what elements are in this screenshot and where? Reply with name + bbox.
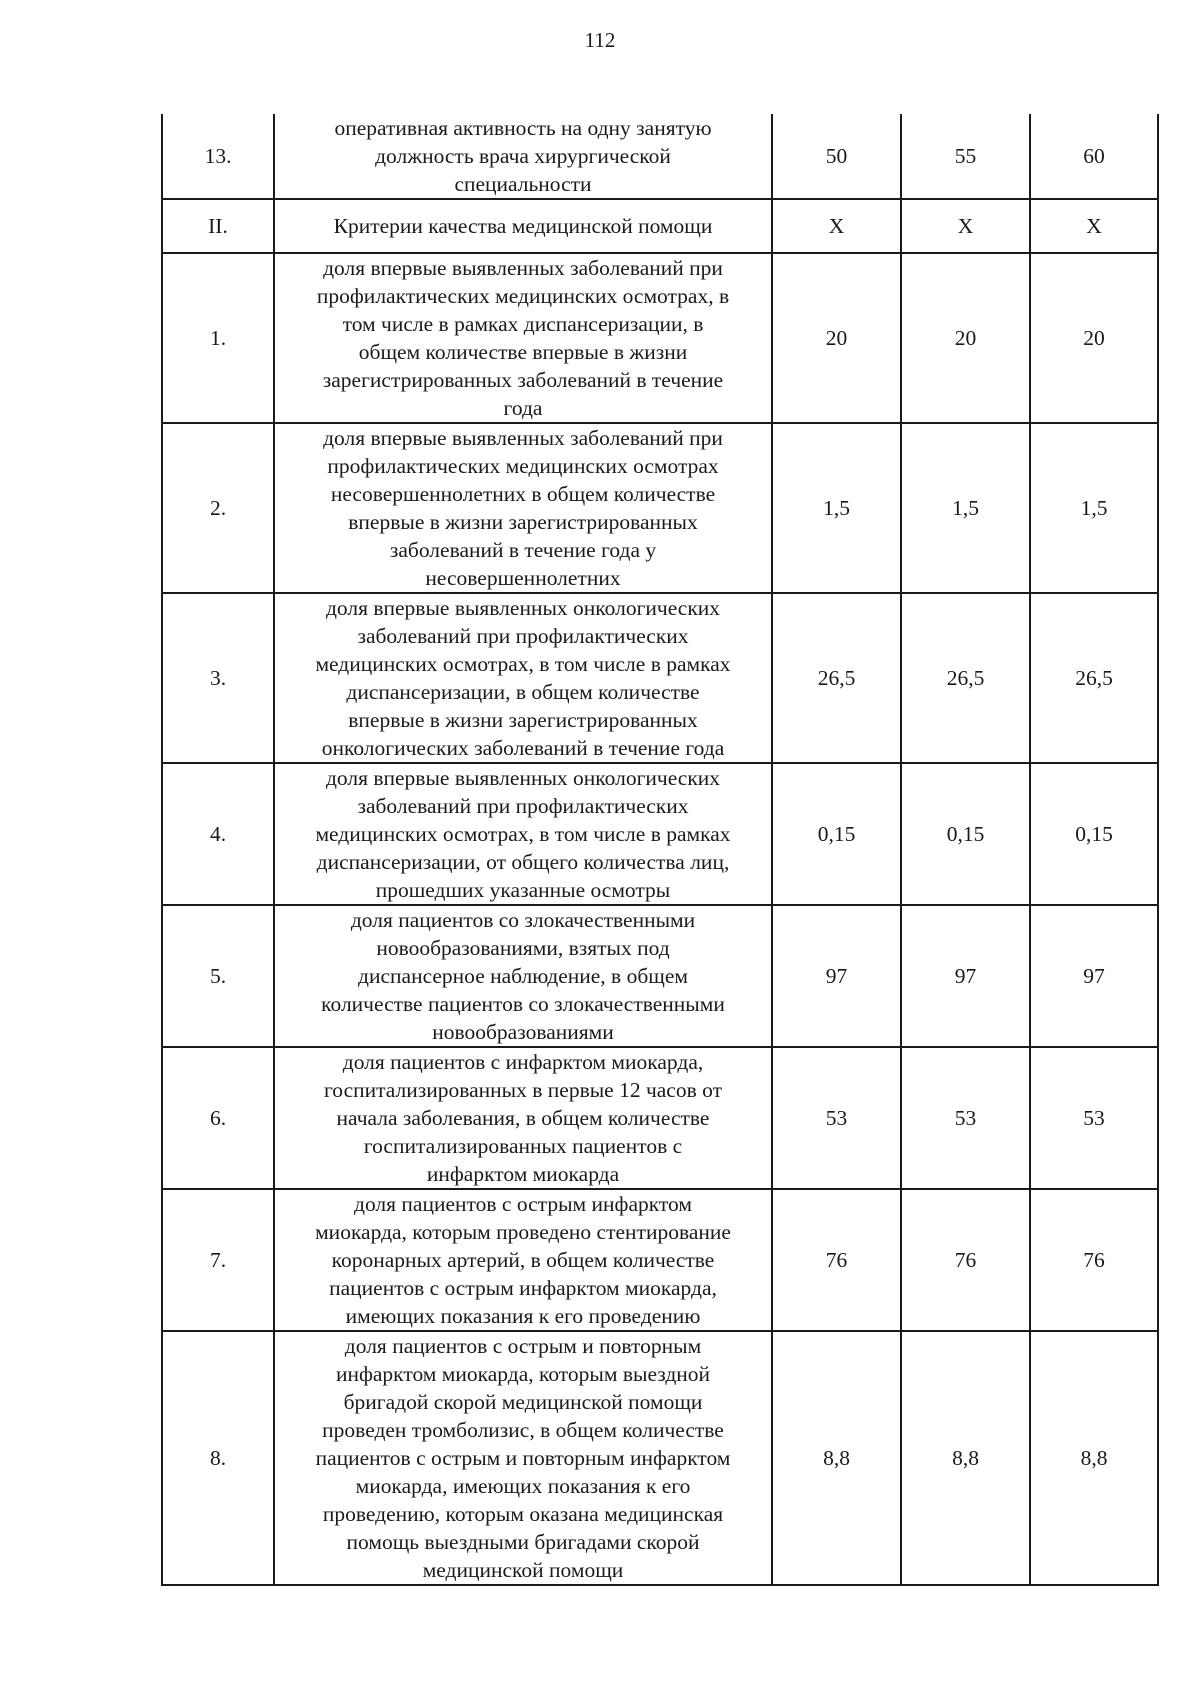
value-cell-year-2: Х — [901, 199, 1030, 253]
indicator-description-cell — [274, 1331, 772, 1585]
row-number-cell: 4. — [162, 763, 274, 905]
value-cell-year-1: 8,8 — [772, 1331, 901, 1585]
description-line: медицинских осмотрах, в том числе в рамках — [315, 652, 731, 676]
table-row — [162, 1047, 1158, 1189]
value-cell-year-3: 20 — [1030, 253, 1158, 423]
value-cell-year-2: 20 — [901, 253, 1030, 423]
value-cell-year-3: 26,5 — [1030, 593, 1158, 763]
row-number-cell: 1. — [162, 253, 274, 423]
description-line: доля впервые выявленных онкологических — [325, 596, 721, 620]
value-cell-year-3: 97 — [1030, 905, 1158, 1047]
page-number: 112 — [584, 28, 616, 52]
description-line: прошедших указанные осмотры — [375, 878, 671, 902]
description-line: доля впервые выявленных онкологических — [325, 766, 721, 790]
description-line: диспансеризации, в общем количестве — [346, 680, 700, 704]
description-line: коронарных артерий, в общем количестве — [331, 1248, 715, 1272]
description-line: доля пациентов с инфарктом миокарда, — [342, 1050, 704, 1074]
description-line: пациентов с острым и повторным инфарктом — [315, 1446, 731, 1470]
value-cell-year-3: 76 — [1030, 1189, 1158, 1331]
table-row — [162, 593, 1158, 763]
row-number-cell: II. — [162, 199, 274, 253]
description-line: инфарктом миокарда — [426, 1162, 620, 1186]
value-cell-year-3: 1,5 — [1030, 423, 1158, 593]
description-line: медицинской помощи — [422, 1558, 624, 1582]
description-line: том числе в рамках диспансеризации, в — [342, 312, 704, 336]
row-number-cell: 2. — [162, 423, 274, 593]
description-line: зарегистрированных заболеваний в течение — [322, 368, 724, 392]
value-cell-year-1: 1,5 — [772, 423, 901, 593]
indicator-description-cell — [274, 199, 772, 253]
description-line: помощь выездными бригадами скорой — [346, 1530, 700, 1554]
value-cell-year-1: 76 — [772, 1189, 901, 1331]
row-number-cell: 6. — [162, 1047, 274, 1189]
value-cell-year-3: 8,8 — [1030, 1331, 1158, 1585]
indicator-description-cell — [274, 114, 772, 199]
description-line: медицинских осмотрах, в том числе в рамках — [315, 822, 731, 846]
indicator-description-cell — [274, 1189, 772, 1331]
criteria-table — [161, 114, 1159, 1586]
value-cell-year-2: 53 — [901, 1047, 1030, 1189]
description-line: новообразованиями, взятых под — [376, 936, 670, 960]
description-line: заболеваний при профилактических — [357, 794, 689, 818]
value-cell-year-1: Х — [772, 199, 901, 253]
description-line: впервые в жизни зарегистрированных — [348, 708, 698, 732]
description-line: количестве пациентов со злокачественными — [321, 992, 725, 1016]
value-cell-year-2: 55 — [901, 114, 1030, 199]
description-line: бригадой скорой медицинской помощи — [343, 1390, 703, 1414]
value-cell-year-3: 53 — [1030, 1047, 1158, 1189]
value-cell-year-2: 97 — [901, 905, 1030, 1047]
row-number-cell: 8. — [162, 1331, 274, 1585]
value-cell-year-1: 50 — [772, 114, 901, 199]
description-line: несовершеннолетних — [425, 566, 621, 590]
value-cell-year-1: 20 — [772, 253, 901, 423]
description-line: заболеваний в течение года у — [389, 538, 657, 562]
description-line: миокарда, имеющих показания к его — [355, 1474, 691, 1498]
description-line: проведен тромболизис, в общем количестве — [322, 1418, 724, 1442]
description-line: несовершеннолетних в общем количестве — [330, 482, 716, 506]
indicator-description-cell — [274, 1047, 772, 1189]
description-line: доля впервые выявленных заболеваний при — [323, 256, 723, 280]
description-line: доля пациентов с острым инфарктом — [354, 1192, 692, 1216]
description-line: общем количестве впервые в жизни — [358, 340, 688, 364]
description-line: начала заболевания, в общем количестве — [336, 1106, 710, 1130]
row-number-cell: 13. — [162, 114, 274, 199]
description-line: новообразованиями — [432, 1020, 614, 1044]
value-cell-year-1: 26,5 — [772, 593, 901, 763]
row-number-cell: 5. — [162, 905, 274, 1047]
indicator-description-cell — [274, 423, 772, 593]
description-line: года — [503, 396, 543, 420]
description-line: доля пациентов с острым и повторным — [344, 1334, 702, 1358]
description-line: профилактических медицинских осмотрах, в — [316, 284, 730, 308]
description-line: диспансеризации, от общего количества лиц, — [316, 850, 730, 874]
description-line: госпитализированных пациентов с — [363, 1134, 683, 1158]
table-row — [162, 905, 1158, 1047]
description-line: Критерии качества медицинской помощи — [333, 214, 713, 238]
description-line: доля пациентов со злокачественными — [350, 908, 696, 932]
indicator-description-cell — [274, 763, 772, 905]
value-cell-year-2: 1,5 — [901, 423, 1030, 593]
description-line: пациентов с острым инфарктом миокарда, — [329, 1276, 717, 1300]
description-line: госпитализированных в первые 12 часов от — [324, 1078, 722, 1102]
criteria-table-body — [162, 114, 1158, 1585]
value-cell-year-1: 0,15 — [772, 763, 901, 905]
table-row — [162, 253, 1158, 423]
description-line: имеющих показания к его проведению — [345, 1304, 701, 1328]
description-line: инфарктом миокарда, которым выездной — [335, 1362, 711, 1386]
description-line: диспансерное наблюдение, в общем — [358, 964, 688, 988]
indicator-description-cell — [274, 593, 772, 763]
row-number-cell: 7. — [162, 1189, 274, 1331]
description-line: профилактических медицинских осмотрах — [327, 454, 719, 478]
description-line: специальности — [454, 172, 592, 196]
description-line: проведению, которым оказана медицинская — [322, 1502, 724, 1526]
table-row — [162, 1331, 1158, 1585]
value-cell-year-3: Х — [1030, 199, 1158, 253]
value-cell-year-3: 0,15 — [1030, 763, 1158, 905]
value-cell-year-1: 53 — [772, 1047, 901, 1189]
description-line: миокарда, которым проведено стентирование — [315, 1220, 731, 1244]
description-line: оперативная активность на одну занятую — [334, 116, 712, 140]
value-cell-year-2: 8,8 — [901, 1331, 1030, 1585]
description-line: онкологических заболеваний в течение года — [321, 736, 725, 760]
indicator-description-cell — [274, 253, 772, 423]
description-line: должность врача хирургической — [375, 144, 671, 168]
table-row — [162, 1189, 1158, 1331]
value-cell-year-2: 76 — [901, 1189, 1030, 1331]
indicator-description-cell — [274, 905, 772, 1047]
description-line: впервые в жизни зарегистрированных — [348, 510, 698, 534]
row-number-cell: 3. — [162, 593, 274, 763]
value-cell-year-3: 60 — [1030, 114, 1158, 199]
value-cell-year-2: 0,15 — [901, 763, 1030, 905]
value-cell-year-1: 97 — [772, 905, 901, 1047]
table-row — [162, 423, 1158, 593]
table-row — [162, 199, 1158, 253]
description-line: доля впервые выявленных заболеваний при — [323, 426, 723, 450]
description-line: заболеваний при профилактических — [357, 624, 689, 648]
value-cell-year-2: 26,5 — [901, 593, 1030, 763]
table-row — [162, 763, 1158, 905]
table-row — [162, 114, 1158, 199]
